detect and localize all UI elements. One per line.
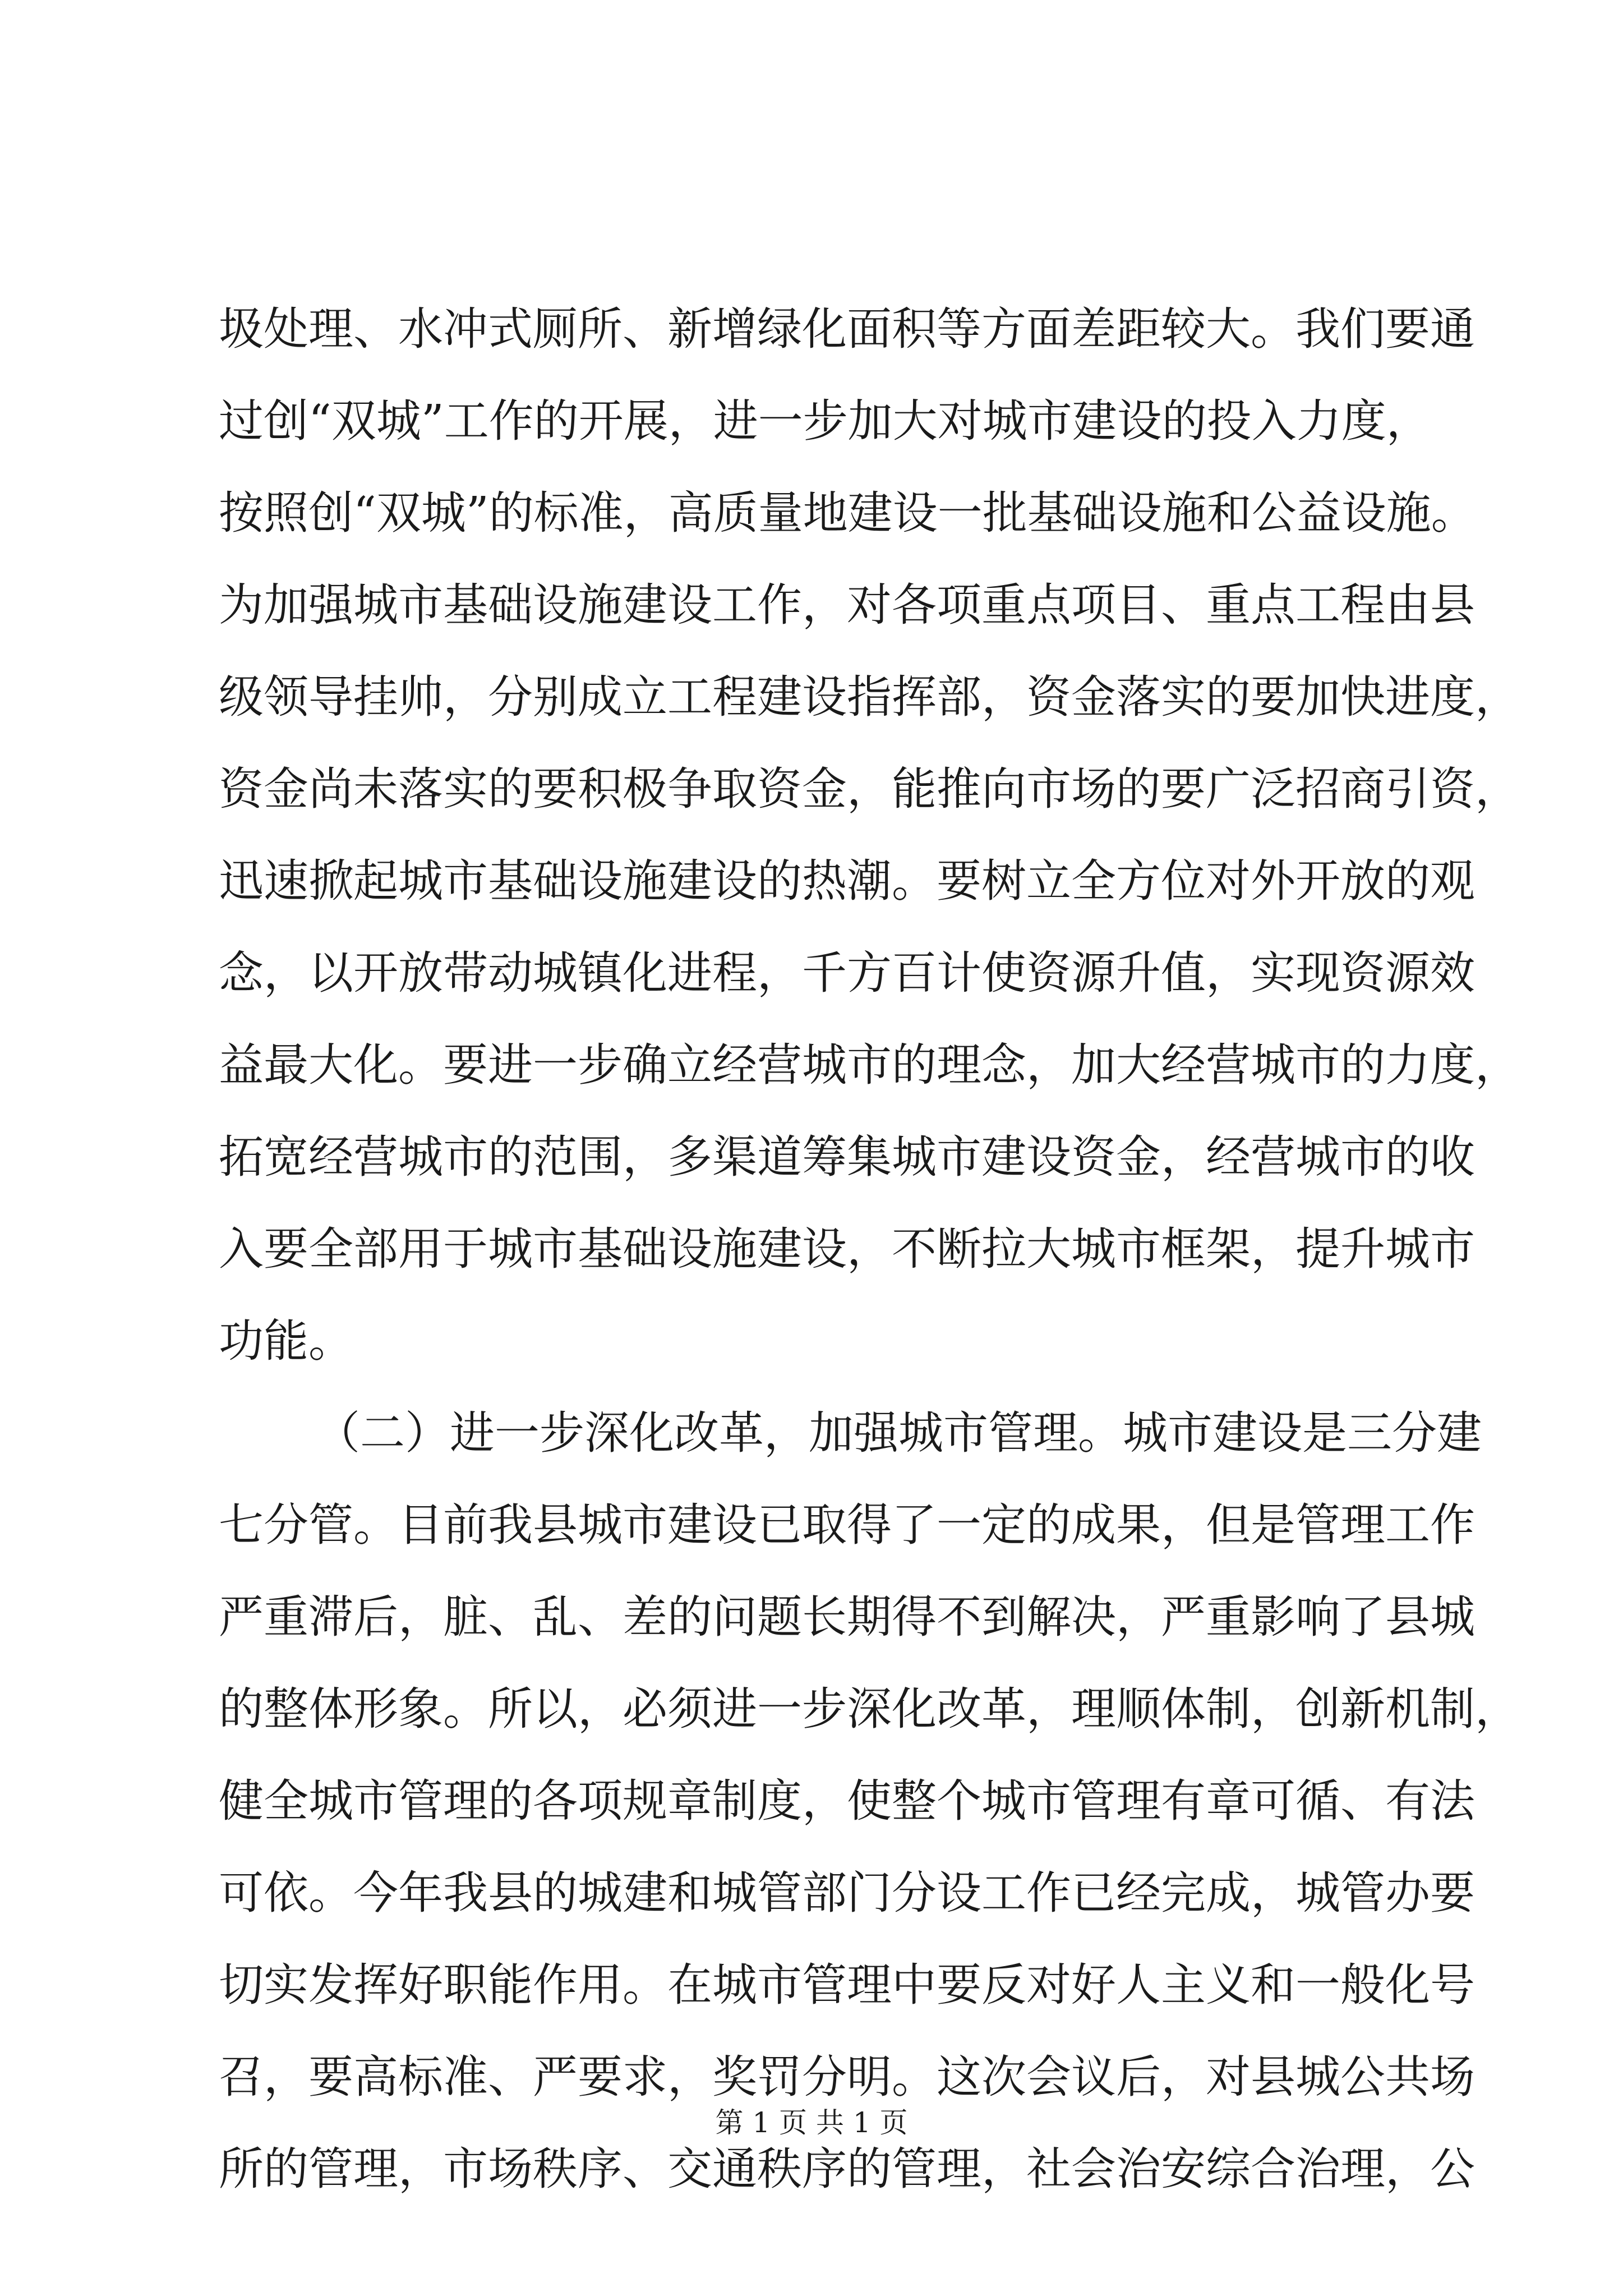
page-number-footer: 第 1 页 共 1 页 (715, 2106, 908, 2139)
text-line: 健全城市管理的各项规章制度，使整个城市管理有章可循、有法 (219, 1775, 1475, 1827)
text-line: 可依。今年我县的城建和城管部门分设工作已经完成，城管办要 (219, 1867, 1475, 1919)
text-line: 拓宽经营城市的范围，多渠道筹集城市建设资金，经营城市的收 (219, 1131, 1475, 1183)
text-line: 的整体形象。所以，必须进一步深化改革，理顺体制，创新机制， (219, 1683, 1520, 1735)
text-line: 资金尚未落实的要积极争取资金，能推向市场的要广泛招商引资， (219, 763, 1520, 815)
text-line: 益最大化。要进一步确立经营城市的理念，加大经营城市的力度， (219, 1039, 1520, 1091)
paragraph-end-line: 功能。 (219, 1315, 353, 1367)
text-line: 圾处理、水冲式厕所、新增绿化面积等方面差距较大。我们要通 (219, 303, 1475, 355)
text-line: 所的管理，市场秩序、交通秩序的管理，社会治安综合治理，公 (219, 2143, 1475, 2195)
text-line: 为加强城市基础设施建设工作，对各项重点项目、重点工程由县 (219, 579, 1475, 631)
text-line: 切实发挥好职能作用。在城市管理中要反对好人主义和一般化号 (219, 1959, 1475, 2011)
text-line: 迅速掀起城市基础设施建设的热潮。要树立全方位对外开放的观 (219, 855, 1475, 907)
text-line: 严重滞后，脏、乱、差的问题长期得不到解决，严重影响了县城 (219, 1591, 1475, 1643)
text-line: 过创“双城”工作的开展，进一步加大对城市建设的投入力度， (219, 395, 1431, 447)
section-heading-line: （二）进一步深化改革，加强城市管理。城市建设是三分建 (315, 1407, 1482, 1459)
text-line: 七分管。目前我县城市建设已取得了一定的成果，但是管理工作 (219, 1499, 1475, 1551)
text-line: 级领导挂帅，分别成立工程建设指挥部，资金落实的要加快进度， (219, 671, 1520, 723)
text-line: 按照创“双城”的标准，高质量地建设一批基础设施和公益设施。 (219, 487, 1476, 539)
text-line: 念，以开放带动城镇化进程，千方百计使资源升值，实现资源效 (219, 947, 1475, 999)
text-line: 入要全部用于城市基础设施建设，不断拉大城市框架，提升城市 (219, 1223, 1475, 1275)
document-body (219, 283, 1520, 2215)
text-line: 召，要高标准、严要求，奖罚分明。这次会议后，对县城公共场 (219, 2051, 1475, 2103)
